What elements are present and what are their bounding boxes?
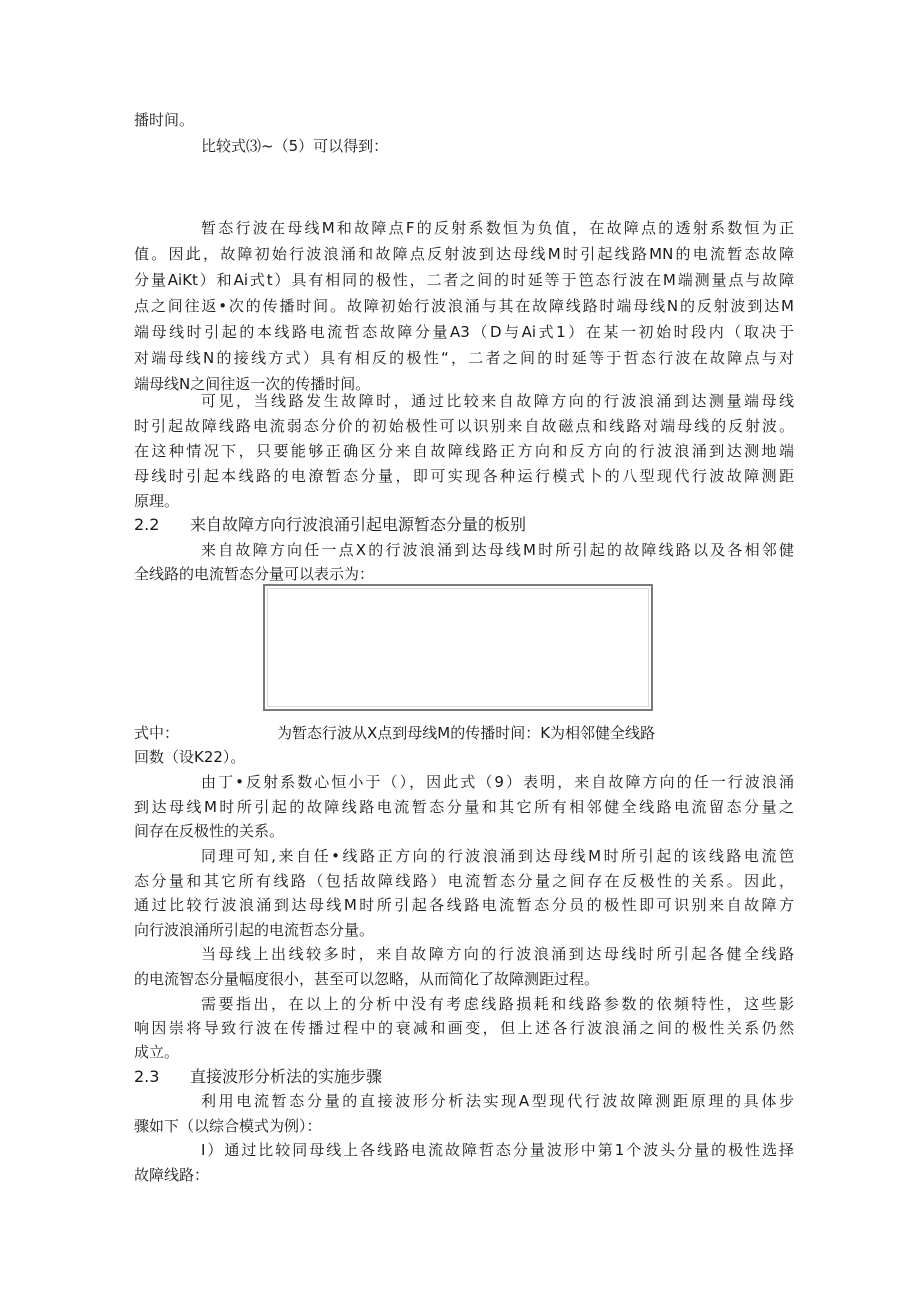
text-line: 原理。 <box>134 492 180 510</box>
section-number: 2.3 <box>134 1067 160 1086</box>
formula-note-text: 为暂态行波从X点到母线M的传播时间：K为相邻健全线路 <box>277 724 656 742</box>
text-line: 向行波浪涌所引起的电流哲态分量。 <box>134 921 375 939</box>
text-line: 成立。 <box>134 1043 180 1061</box>
section-title: 来自故障方向行波浪涌引起电源暂态分量的板别 <box>190 515 527 534</box>
formula-image-placeholder <box>263 584 653 711</box>
text-line: 回数（设K22）。 <box>134 748 246 766</box>
text-line: 利用电流暂态分量的直接波形分析法实现A型现代行波故障测距原理的具体步 <box>201 1092 794 1110</box>
text-line: 同理可知,来自任•线路正方向的行波浪涌到达母线M时所引起的该线路电流笆 <box>201 847 794 865</box>
text-line: 母线时引起本线路的电潦暂态分量，即可实现各种运行模式卜的八型现代行波故障测距 <box>134 467 794 485</box>
text-line: 可见，当线路发生故障时，通过比较来自故障方向的行波浪涌到达测量端母线 <box>201 392 794 410</box>
section-title: 直接波形分析法的实施步骤 <box>190 1067 383 1086</box>
text-line: 暂态行波在母线M和故障点F的反射系数恒为负值，在故障点的透射系数恒为正 <box>201 219 794 237</box>
text-line: 到达母线M时所引起的故障线路电流暂态分量和其它所有相邻健全线路电流留态分量之 <box>134 798 794 816</box>
text-line: 时引起故障线路电流弱态分价的初始极性可以识别来自故磁点和线路对端母线的反射波。 <box>134 417 794 435</box>
text-line: 值。因此，故障初始行波浪涌和故障点反射波到达母线M时引起线路MN的电流暂态故障 <box>134 245 794 263</box>
text-line: 端母线时引起的本线路电流哲态故障分量A3（D与Ai式1）在某一初始时段内（取决于 <box>134 323 794 341</box>
text-line: 骤如下（以综合模式为例）： <box>134 1117 322 1135</box>
text-line: I）通过比较同母线上各线路电流故障哲态分量波形中第1个波头分量的极性选择 <box>201 1141 794 1159</box>
formula-note-prefix: 式中： <box>134 724 180 742</box>
text-line: 的电流智态分量幅度很小，甚至可以忽略，从而简化了故障测距过程。 <box>134 970 600 988</box>
section-heading-2-3 <box>134 1066 382 1088</box>
text-line: 态分量和其它所有线路（包括故障线路）电流暂态分量之间存在反极性的关系。因此， <box>134 872 794 890</box>
text-line: 通过比较行波浪涌到达母线M时所引起各线路电流暂态分员的极性即可识别来自故障方 <box>134 896 794 914</box>
text-line: 点之间往返•次的传播时间。故障初始行波浪涌与其在故障线路时端母线N的反射波到达M <box>134 297 794 315</box>
text-line: 比较式⑶~（5）可以得到： <box>201 137 389 155</box>
text-line: 由丁•反射系数心恒小于（），因此式（9）表明，来自故障方向的任一行波浪涌 <box>201 773 794 791</box>
text-line: 间存在反极性的关系。 <box>134 822 285 840</box>
text-line: 对端母线N的接线方式）具有相反的极性“，二者之间的时延等于哲态行波在故障点与对 <box>134 349 794 367</box>
section-heading-2-2 <box>134 514 526 536</box>
text-line: 端母线N之间往返一次的传播时间。 <box>134 375 371 393</box>
text-line: 当母线上出线较多时，来自故障方向的行波浪涌到达母线时所引起各健全线路 <box>201 945 794 963</box>
text-line: 故障线路： <box>134 1166 210 1184</box>
text-line: 分量AiKt）和Ai式t）具有相同的极性，二者之间的时延等于笆态行波在M端测量点与故障 <box>134 271 794 289</box>
text-line: 全线路的电流暂态分量可以表示为： <box>134 565 375 583</box>
text-line: 需要指出，在以上的分析中没有考虑线路损耗和线路参数的依頻特性，这些影 <box>201 995 794 1013</box>
text-line: 响因崇将导致行波在传播过程中的衰减和画变，但上述各行波浪涌之间的极性关系仍然 <box>134 1019 794 1037</box>
text-line: 在这种情况下，只要能够正确区分来自故障线路正方向和反方向的行波浪涌到达测地端 <box>134 442 794 460</box>
section-number: 2.2 <box>134 515 160 534</box>
text-line: 来自故障方向任一点X的行波浪涌到达母线M时所引起的故障线路以及各相邻健 <box>201 541 794 559</box>
text-line: 播时间。 <box>134 111 195 129</box>
